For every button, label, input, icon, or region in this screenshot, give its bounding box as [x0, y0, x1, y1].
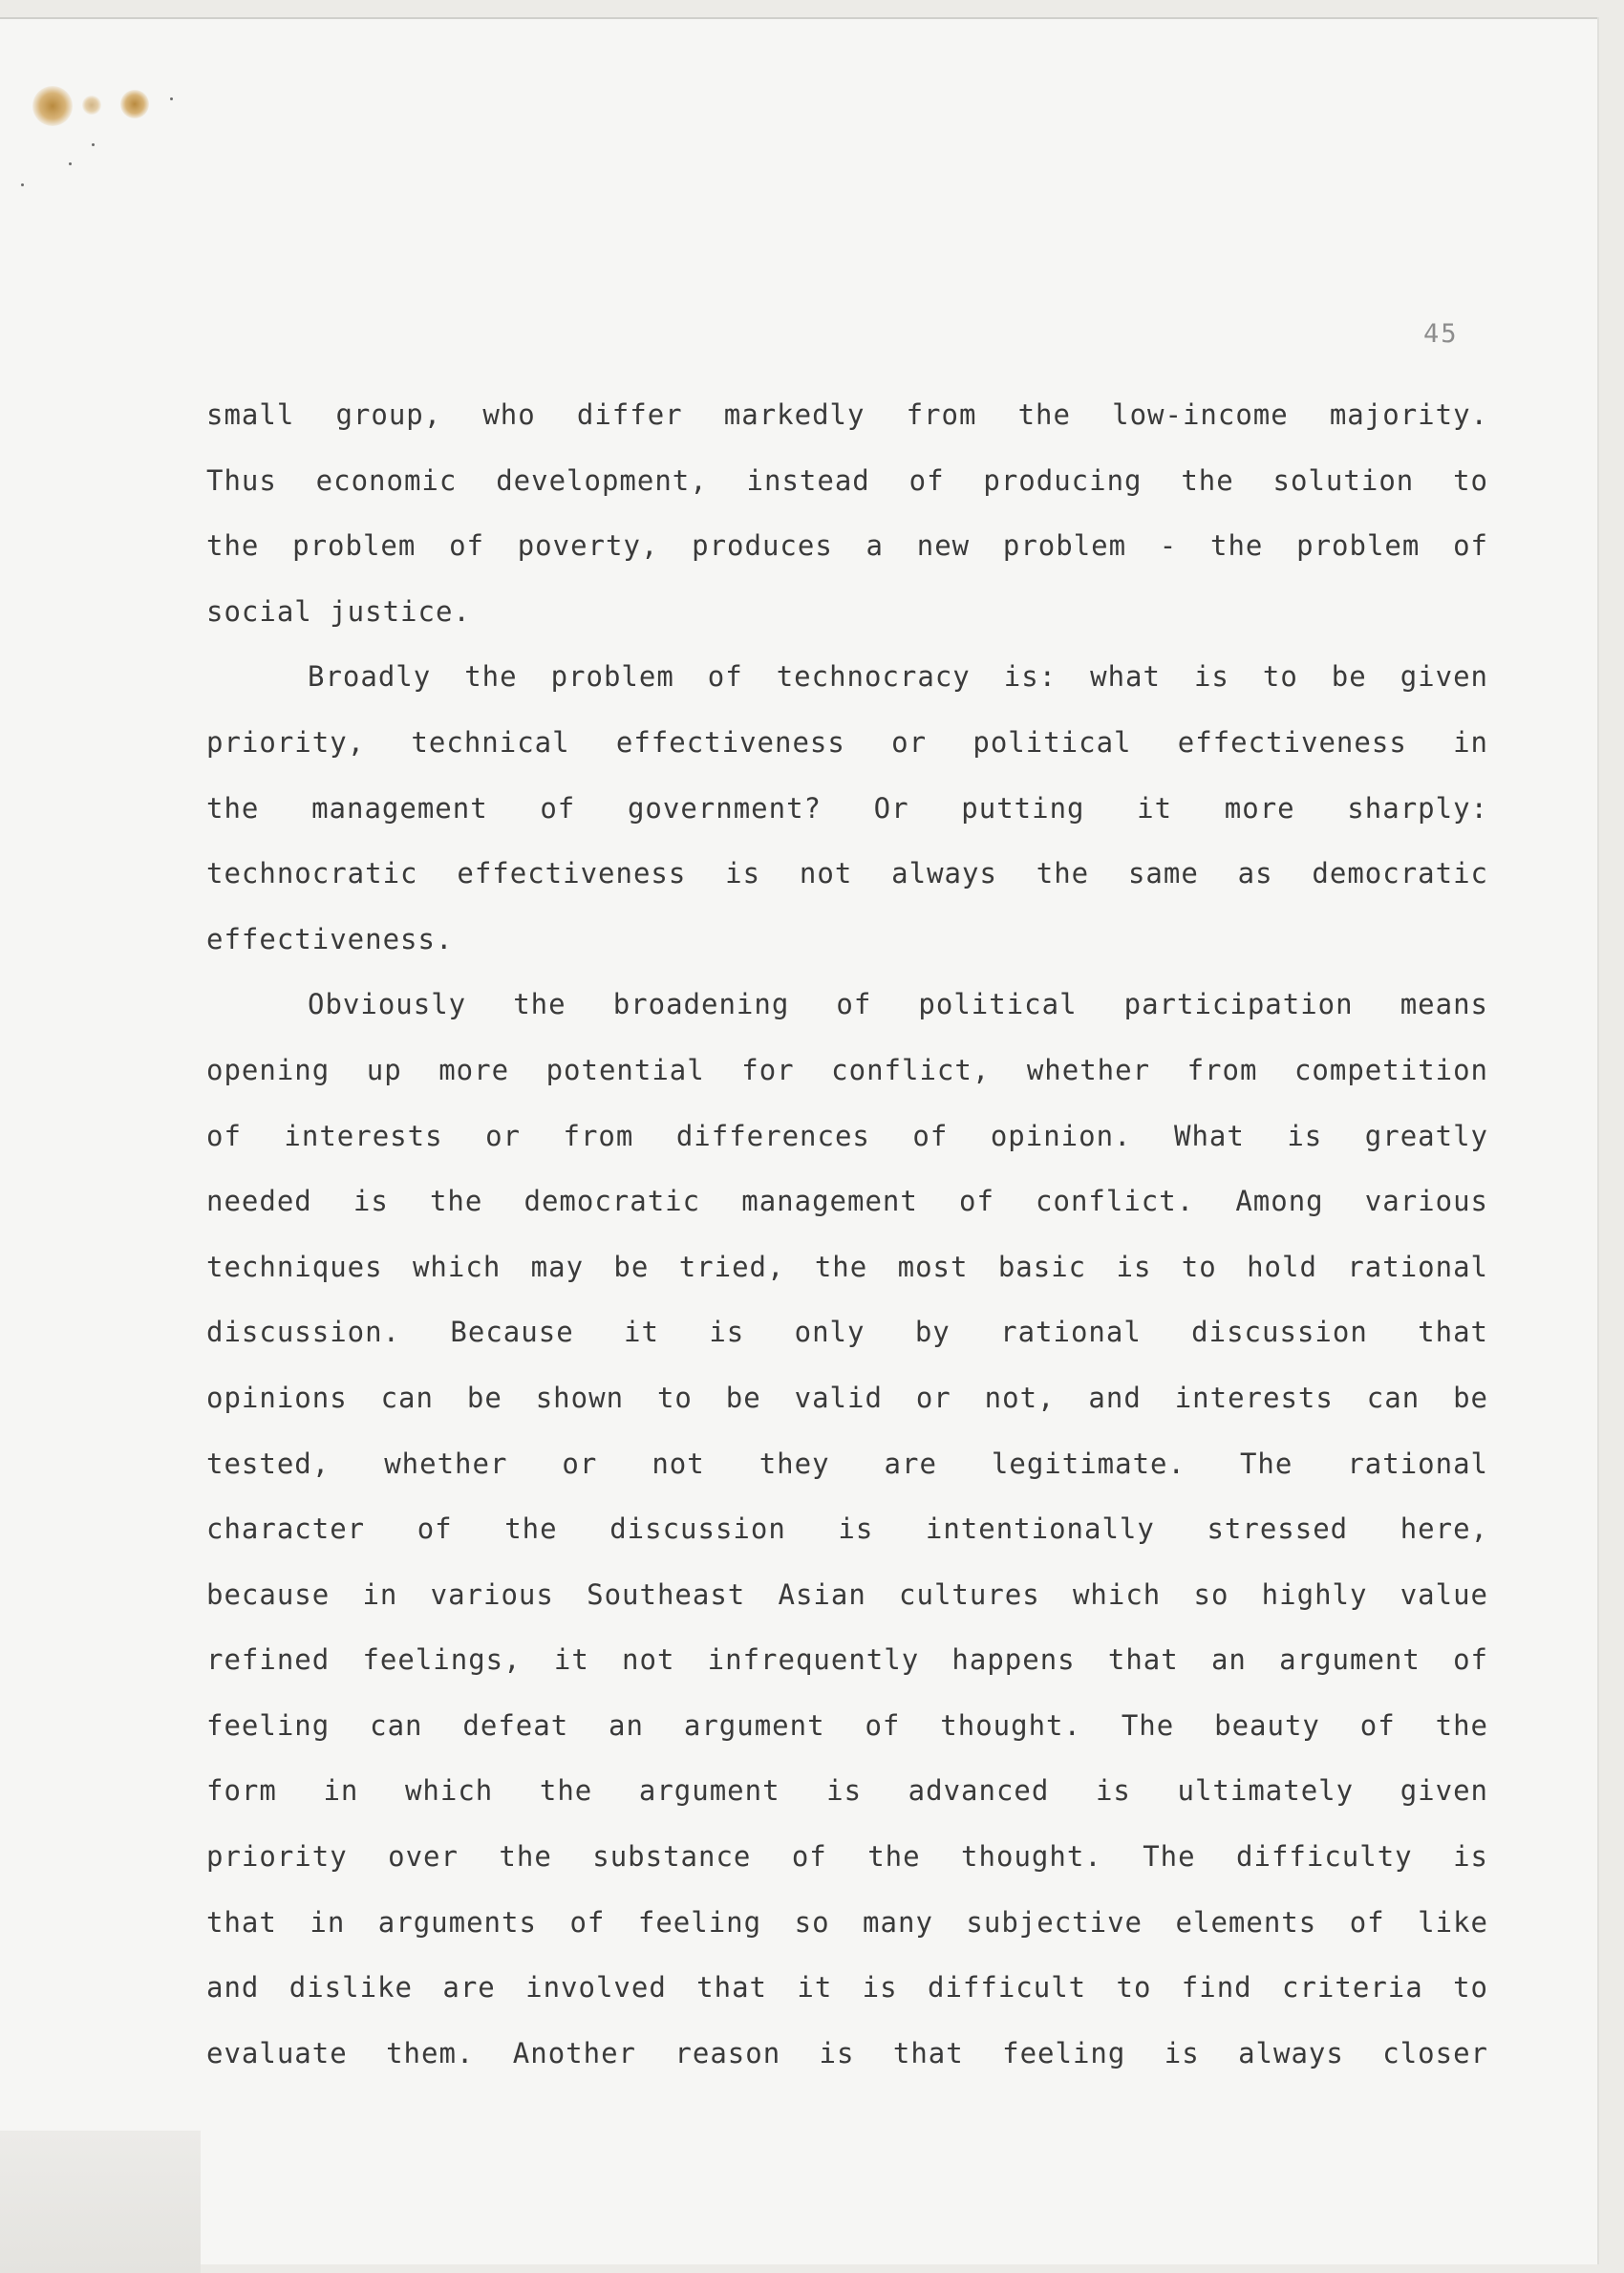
body-text — [206, 382, 1488, 2086]
text-line: priority, technical effectiveness or political effectiveness in — [206, 725, 1488, 759]
text-line: feeling can defeat an argument of thought. The beauty of the — [206, 1708, 1488, 1742]
text-line: tested, whether or not they are legitimate. The rational — [206, 1447, 1488, 1480]
ink-speck — [21, 183, 24, 186]
text-line: character of the discussion is intentionally stressed here, — [206, 1512, 1488, 1546]
text-line: priority over the substance of the thought. The difficulty is — [206, 1840, 1488, 1874]
text-line: small group, who differ markedly from the low-income majority. — [206, 398, 1488, 431]
foxing-stain — [32, 86, 73, 126]
text-line: because in various Southeast Asian cultures which so highly value — [206, 1577, 1488, 1611]
text-line: discussion. Because it is only by rational discussion that — [206, 1316, 1488, 1349]
text-line: technocratic effectiveness is not always the same as democratic — [206, 857, 1488, 890]
ink-speck — [92, 143, 95, 146]
text-line: of interests or from differences of opinion. What is greatly — [206, 1119, 1488, 1152]
text-line: needed is the democratic management of conflict. Among various — [206, 1185, 1488, 1218]
text-line: refined feelings, it not infrequently happens that an argument of — [206, 1643, 1488, 1677]
foxing-stain — [82, 96, 101, 115]
text-line: opinions can be shown to be valid or not, and interests can be — [206, 1381, 1488, 1414]
scan-shadow — [0, 2131, 201, 2273]
page-number: 45 — [1423, 319, 1459, 349]
text-line: techniques which may be tried, the most basic is to hold rational — [206, 1250, 1488, 1283]
text-line: opening up more potential for conflict, whether from competition — [206, 1053, 1488, 1086]
ink-speck — [69, 162, 72, 165]
ink-speck — [170, 97, 173, 100]
text-line: effectiveness. — [206, 922, 454, 955]
text-line: Thus economic development, instead of producing the solution to — [206, 463, 1488, 497]
text-line: the management of government? Or putting it more sharply: — [206, 791, 1488, 825]
document-page — [0, 17, 1597, 2264]
text-line: and dislike are involved that it is difficult to find criteria to — [206, 1971, 1488, 2005]
text-line: social justice. — [206, 594, 471, 628]
foxing-stain — [120, 90, 149, 118]
text-line: the problem of poverty, produces a new problem - the problem of — [206, 529, 1488, 563]
text-line: that in arguments of feeling so many subjective elements of like — [206, 1905, 1488, 1939]
text-line: evaluate them. Another reason is that feeling is always closer — [206, 2036, 1488, 2069]
text-line: form in which the argument is advanced is ultimately given — [206, 1774, 1488, 1808]
text-line: Broadly the problem of technocracy is: what is to be given — [308, 660, 1488, 694]
text-line: Obviously the broadening of political participation means — [308, 988, 1488, 1021]
